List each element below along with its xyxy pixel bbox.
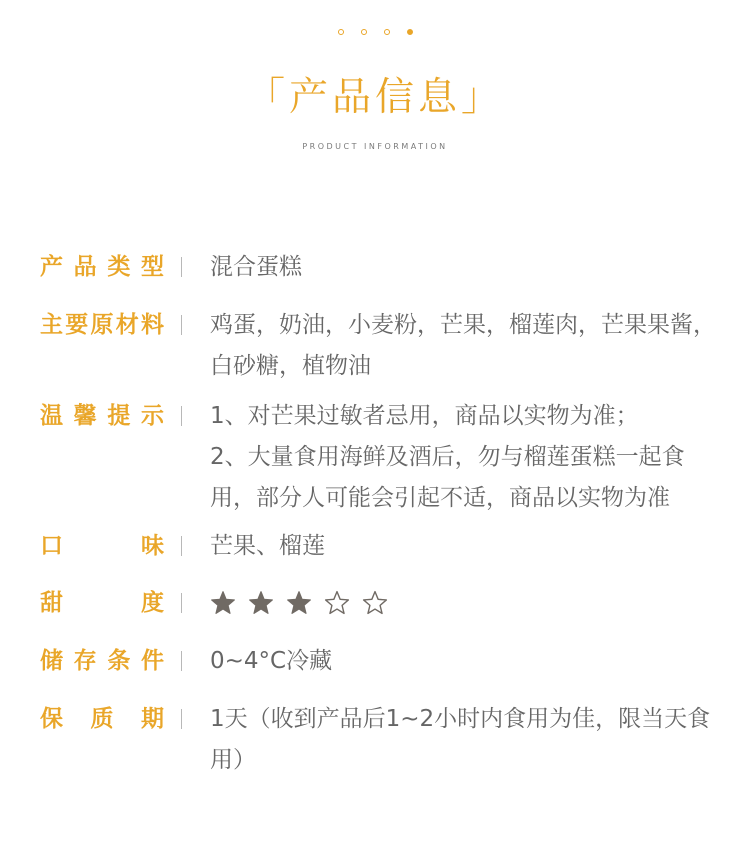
info-label [40,699,164,739]
label-char: 件 [140,648,164,674]
label-char: 度 [141,590,164,616]
star-filled-icon [248,590,274,616]
separator [181,651,182,671]
label-char: 料 [141,312,164,338]
info-label [40,396,164,436]
value-line: 0~4°C冷藏 [210,648,333,674]
label-char: 主 [40,312,63,338]
separator [181,315,182,335]
label-char: 储 [40,648,63,674]
label-char: 馨 [73,403,97,429]
label-char: 品 [73,254,97,280]
info-value [210,699,720,781]
label-char: 味 [141,533,164,559]
info-value [210,247,720,288]
star-empty-icon [324,590,350,616]
info-label [40,641,164,681]
info-row-storage [0,641,750,699]
sweetness-rating [210,583,750,623]
label-char: 甜 [40,590,63,616]
separator [181,406,182,426]
label-char: 型 [140,254,164,280]
pager-dot[interactable] [361,29,367,35]
pager-dots [0,29,750,35]
pager-dot[interactable] [384,29,390,35]
label-char: 条 [107,648,131,674]
separator [181,257,182,277]
section-subtitle: PRODUCT INFORMATION [302,142,448,151]
label-char: 保 [40,706,63,732]
info-value [210,396,720,519]
info-label [40,305,164,345]
value-line: 芒果、榴莲 [210,533,325,559]
info-row-flavor [0,526,750,583]
label-char: 质 [90,706,114,732]
info-value [210,305,720,387]
value-line: 鸡蛋，奶油，小麦粉，芒果，榴莲肉，芒果果酱，白砂糖，植物油 [210,312,716,379]
info-value [210,641,720,682]
label-char: 材 [115,312,139,338]
star-filled-icon [210,590,236,616]
info-row-ingredients [0,305,750,396]
pager-dot-active[interactable] [407,29,413,35]
info-label [40,526,164,566]
label-char: 口 [40,533,63,559]
label-char: 类 [107,254,131,280]
value-line: 1天（收到产品后1~2小时内食用为佳，限当天食用） [210,706,711,773]
star-filled-icon [286,590,312,616]
label-char: 产 [40,254,63,280]
product-info-list [0,247,750,789]
separator [181,593,182,613]
separator [181,709,182,729]
label-char: 要 [65,312,89,338]
star-empty-icon [362,590,388,616]
info-row-shelf-life [0,699,750,789]
label-char: 示 [140,403,164,429]
info-row-tips [0,396,750,526]
separator [181,536,182,556]
value-line: 1、对芒果过敏者忌用，商品以实物为准； [210,403,639,429]
value-line: 2、大量食用海鲜及酒后，勿与榴莲蛋糕一起食用，部分人可能会引起不适，商品以实物为准 [210,444,685,511]
info-row-sweetness [0,583,750,641]
label-char: 原 [90,312,114,338]
pager-dot[interactable] [338,29,344,35]
label-char: 存 [73,648,97,674]
info-row-product-type [0,247,750,305]
info-label [40,247,164,287]
value-line: 混合蛋糕 [210,254,302,280]
label-char: 提 [107,403,131,429]
section-title: 「产品信息」 [245,75,504,120]
label-char: 温 [40,403,63,429]
info-value [210,526,720,567]
label-char: 期 [141,706,164,732]
info-label [40,583,164,623]
